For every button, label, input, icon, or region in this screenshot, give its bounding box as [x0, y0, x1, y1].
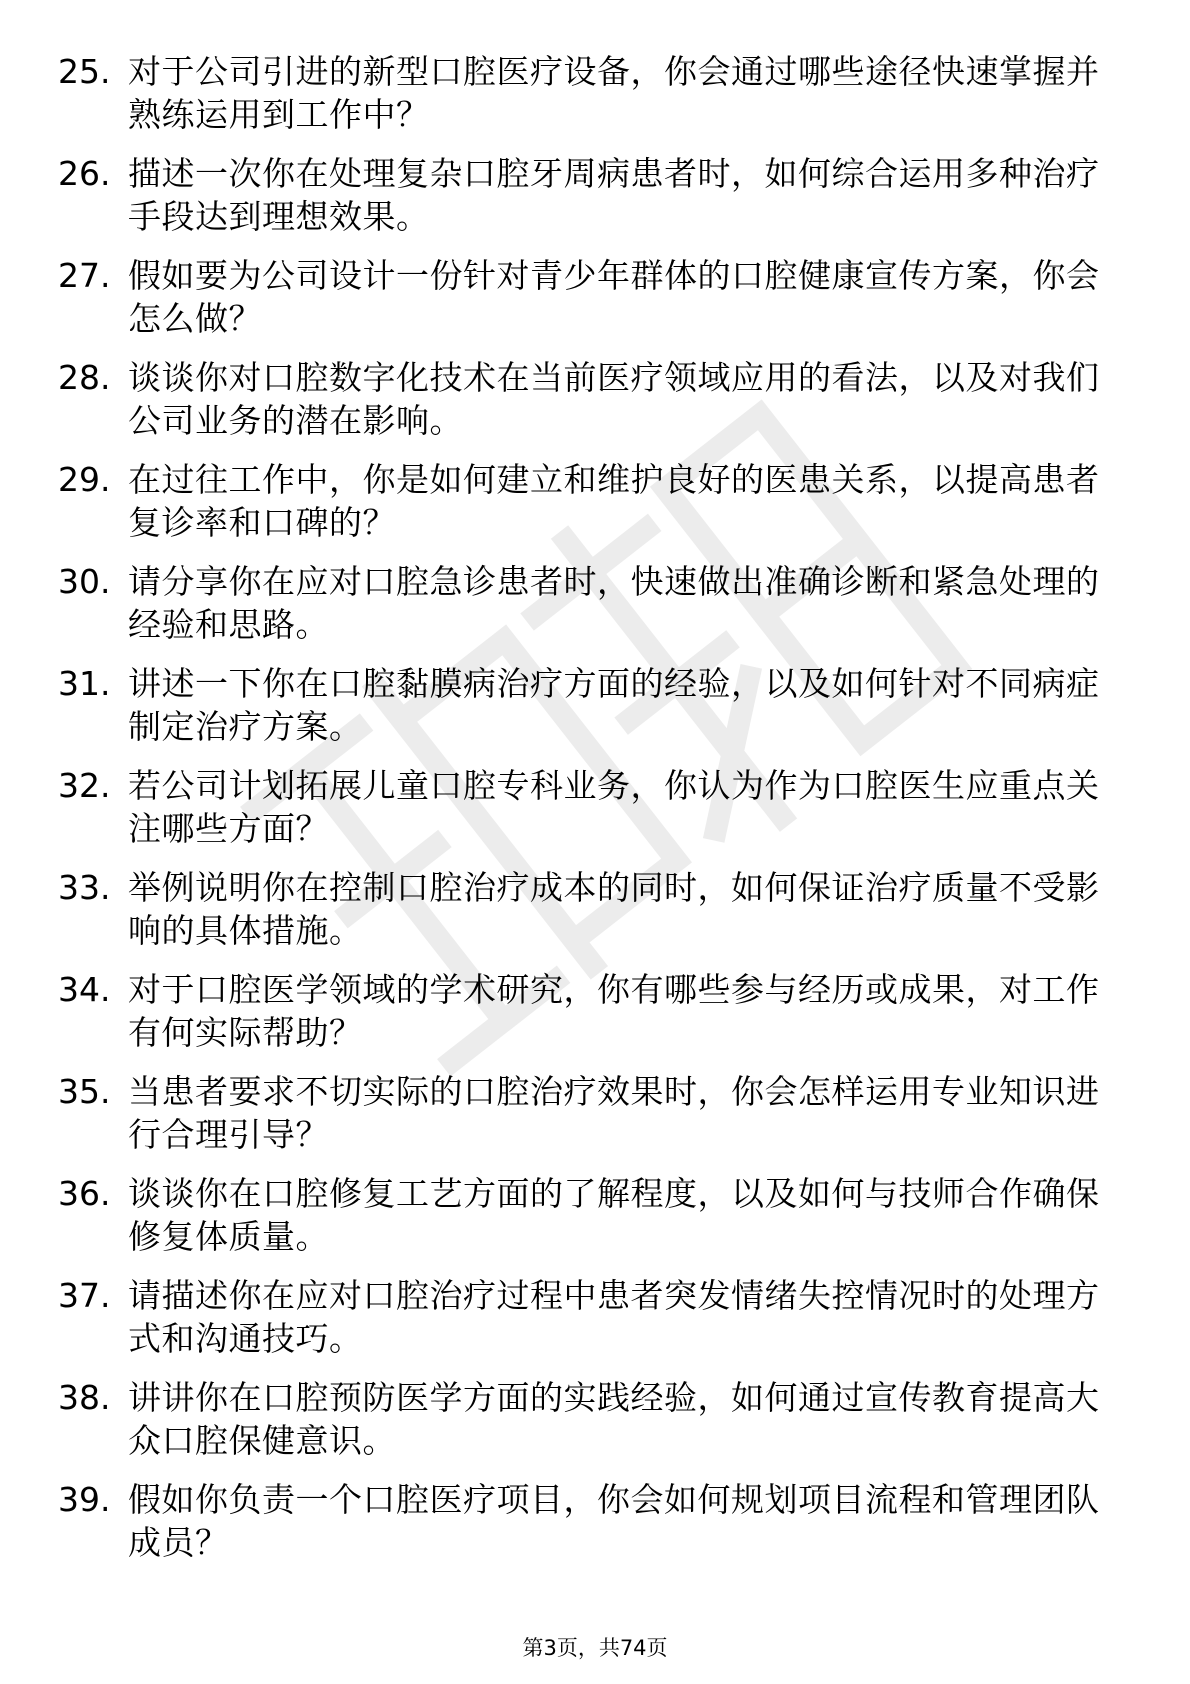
question-text: 当患者要求不切实际的口腔治疗效果时，你会怎样运用专业知识进行合理引导？: [128, 1072, 1100, 1154]
question-number: 25.: [58, 52, 111, 91]
question-text: 描述一次你在处理复杂口腔牙周病患者时，如何综合运用多种治疗手段达到理想效果。: [128, 154, 1100, 236]
question-text: 谈谈你在口腔修复工艺方面的了解程度，以及如何与技师合作确保修复体质量。: [128, 1174, 1100, 1256]
list-item: [58, 662, 1108, 748]
question-number: 32.: [58, 766, 111, 805]
question-number: 38.: [58, 1378, 111, 1417]
list-item: [58, 1376, 1108, 1462]
question-number: 28.: [58, 358, 111, 397]
question-number: 30.: [58, 562, 111, 601]
question-text: 请分享你在应对口腔急诊患者时，快速做出准确诊断和紧急处理的经验和思路。: [128, 562, 1100, 644]
question-number: 31.: [58, 664, 111, 703]
list-item: [58, 1172, 1108, 1258]
question-text: 对于口腔医学领域的学术研究，你有哪些参与经历或成果，对工作有何实际帮助？: [128, 970, 1100, 1052]
question-number: 34.: [58, 970, 111, 1009]
question-text: 假如要为公司设计一份针对青少年群体的口腔健康宣传方案，你会怎么做？: [128, 256, 1100, 338]
page-number-label: 第3页，共74页: [522, 1636, 668, 1660]
list-item: [58, 50, 1108, 136]
list-item: [58, 356, 1108, 442]
question-number: 27.: [58, 256, 111, 295]
question-number: 29.: [58, 460, 111, 499]
page-footer: [0, 1634, 1190, 1662]
question-text: 对于公司引进的新型口腔医疗设备，你会通过哪些途径快速掌握并熟练运用到工作中？: [128, 52, 1100, 134]
question-number: 26.: [58, 154, 111, 193]
question-list: [58, 50, 1108, 1580]
question-text: 讲述一下你在口腔黏膜病治疗方面的经验，以及如何针对不同病症制定治疗方案。: [128, 664, 1100, 746]
question-text: 讲讲你在口腔预防医学方面的实践经验，如何通过宣传教育提高大众口腔保健意识。: [128, 1378, 1100, 1460]
list-item: [58, 254, 1108, 340]
question-text: 请描述你在应对口腔治疗过程中患者突发情绪失控情况时的处理方式和沟通技巧。: [128, 1276, 1100, 1358]
list-item: [58, 866, 1108, 952]
list-item: [58, 1478, 1108, 1564]
question-number: 35.: [58, 1072, 111, 1111]
list-item: [58, 560, 1108, 646]
question-text: 若公司计划拓展儿童口腔专科业务，你认为作为口腔医生应重点关注哪些方面？: [128, 766, 1100, 848]
question-number: 39.: [58, 1480, 111, 1519]
list-item: [58, 458, 1108, 544]
question-text: 假如你负责一个口腔医疗项目，你会如何规划项目流程和管理团队成员？: [128, 1480, 1100, 1562]
list-item: [58, 764, 1108, 850]
question-text: 在过往工作中，你是如何建立和维护良好的医患关系，以提高患者复诊率和口碑的？: [128, 460, 1100, 542]
question-text: 举例说明你在控制口腔治疗成本的同时，如何保证治疗质量不受影响的具体措施。: [128, 868, 1100, 950]
question-number: 33.: [58, 868, 111, 907]
list-item: [58, 1070, 1108, 1156]
question-number: 36.: [58, 1174, 111, 1213]
question-text: 谈谈你对口腔数字化技术在当前医疗领域应用的看法，以及对我们公司业务的潜在影响。: [128, 358, 1100, 440]
list-item: [58, 1274, 1108, 1360]
list-item: [58, 152, 1108, 238]
question-number: 37.: [58, 1276, 111, 1315]
list-item: [58, 968, 1108, 1054]
